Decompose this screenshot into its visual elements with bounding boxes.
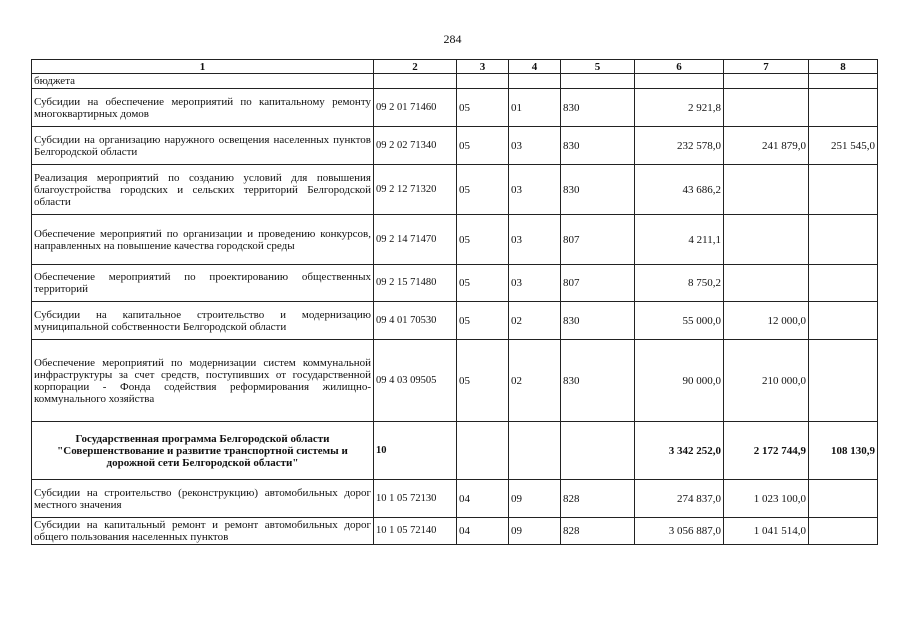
table-row — [32, 165, 878, 215]
row-subsection: 09 — [509, 480, 561, 518]
row-expense-type: 807 — [561, 215, 635, 265]
row-value-col8 — [809, 518, 878, 545]
row-name: Обеспечение мероприятий по проектированию общественных территорий — [32, 265, 374, 302]
row-subsection: 09 — [509, 518, 561, 545]
row-value-col8 — [809, 480, 878, 518]
row-value-col7: 1 041 514,0 — [724, 518, 809, 545]
row-value-col8 — [809, 265, 878, 302]
budget-table — [31, 59, 878, 545]
row-name: Субсидии на организацию наружного освещения населенных пунктов Белгородской области — [32, 127, 374, 165]
row-subsection: 01 — [509, 89, 561, 127]
row-code: 10 1 05 72130 — [374, 480, 457, 518]
program-row — [32, 422, 878, 480]
row-expense-type: 830 — [561, 89, 635, 127]
header-col-1: 1 — [32, 60, 374, 74]
row-expense-type: 807 — [561, 265, 635, 302]
row-expense-type: 830 — [561, 127, 635, 165]
row-value-col6: 2 921,8 — [635, 89, 724, 127]
row-code: 10 — [374, 422, 457, 480]
row-section: 05 — [457, 302, 509, 340]
row-value-col8: 251 545,0 — [809, 127, 878, 165]
row-section — [457, 422, 509, 480]
row-code: 10 1 05 72140 — [374, 518, 457, 545]
table-row — [32, 89, 878, 127]
row-section: 04 — [457, 518, 509, 545]
row-name: Субсидии на капитальный ремонт и ремонт автомобильных дорог общего пользования населенных пунктов — [32, 518, 374, 545]
row-value-col8 — [809, 89, 878, 127]
header-col-8: 8 — [809, 60, 878, 74]
row-expense-type: 828 — [561, 480, 635, 518]
row-expense-type — [561, 422, 635, 480]
row-section: 04 — [457, 480, 509, 518]
row-value-col6: 8 750,2 — [635, 265, 724, 302]
header-col-4: 4 — [509, 60, 561, 74]
row-section: 05 — [457, 265, 509, 302]
row-value-col6: 90 000,0 — [635, 340, 724, 422]
row-value-col8 — [809, 215, 878, 265]
row-value-col7 — [724, 265, 809, 302]
row-value-col6: 3 056 887,0 — [635, 518, 724, 545]
row-value-col7: 2 172 744,9 — [724, 422, 809, 480]
row-value-col7: 241 879,0 — [724, 127, 809, 165]
row-name: Субсидии на капитальное строительство и модернизацию муниципальной собственности Белгородской области — [32, 302, 374, 340]
table-row — [32, 480, 878, 518]
table-header-row — [32, 60, 878, 74]
row-value-col8 — [809, 302, 878, 340]
row-name: Реализация мероприятий по созданию условий для повышения благоустройства городских и сельских территорий Белгородской области — [32, 165, 374, 215]
row-code: 09 4 01 70530 — [374, 302, 457, 340]
row-section: 05 — [457, 165, 509, 215]
header-col-3: 3 — [457, 60, 509, 74]
row-value-col7 — [724, 165, 809, 215]
row-value-col7 — [724, 215, 809, 265]
header-col-5: 5 — [561, 60, 635, 74]
row-section: 05 — [457, 127, 509, 165]
row-code: 09 2 01 71460 — [374, 89, 457, 127]
header-col-6: 6 — [635, 60, 724, 74]
header-col-7: 7 — [724, 60, 809, 74]
row-name: Субсидии на строительство (реконструкцию) автомобильных дорог местного значения — [32, 480, 374, 518]
row-section: 05 — [457, 89, 509, 127]
row-value-col7: 210 000,0 — [724, 340, 809, 422]
row-name: Обеспечение мероприятий по организации и проведению конкурсов, направленных на повышение качества городской среды — [32, 215, 374, 265]
row-subsection: 03 — [509, 215, 561, 265]
row-value-col6: 43 686,2 — [635, 165, 724, 215]
row-section: 05 — [457, 215, 509, 265]
row-name: Субсидии на обеспечение мероприятий по капитальному ремонту многоквартирных домов — [32, 89, 374, 127]
row-value-col8 — [809, 165, 878, 215]
row-value-col8 — [809, 340, 878, 422]
row-value-col6: 232 578,0 — [635, 127, 724, 165]
row-value-col8: 108 130,9 — [809, 422, 878, 480]
row-subsection: 03 — [509, 165, 561, 215]
row-name: Государственная программа Белгородской области "Совершенствование и развитие транспортной системы и дорожной сети Белгородской области" — [32, 422, 374, 480]
row-value-col6: 3 342 252,0 — [635, 422, 724, 480]
row-code: 09 2 12 71320 — [374, 165, 457, 215]
page-number: 284 — [443, 32, 462, 46]
row-name: Обеспечение мероприятий по модернизации систем коммунальной инфраструктуры за счет средств, поступивших от государственной корпорации - Фонда содействия реформирования жилищно-коммунального хозяйства — [32, 340, 374, 422]
row-value-col6: 274 837,0 — [635, 480, 724, 518]
row-subsection: 02 — [509, 340, 561, 422]
row-subsection: 03 — [509, 265, 561, 302]
row-subsection — [509, 422, 561, 480]
table-row — [32, 127, 878, 165]
header-col-2: 2 — [374, 60, 457, 74]
row-code: 09 2 15 71480 — [374, 265, 457, 302]
row-value-col7: 1 023 100,0 — [724, 480, 809, 518]
row-value-col6: 55 000,0 — [635, 302, 724, 340]
row-expense-type: 828 — [561, 518, 635, 545]
row-code: 09 4 03 09505 — [374, 340, 457, 422]
row-code: 09 2 02 71340 — [374, 127, 457, 165]
table-row — [32, 518, 878, 545]
row-subsection: 02 — [509, 302, 561, 340]
table-row — [32, 215, 878, 265]
row-section: 05 — [457, 340, 509, 422]
table-row — [32, 302, 878, 340]
row-value-col7: 12 000,0 — [724, 302, 809, 340]
row-value-col7 — [724, 89, 809, 127]
row-expense-type: 830 — [561, 165, 635, 215]
row-value-col6: 4 211,1 — [635, 215, 724, 265]
row-expense-type: 830 — [561, 340, 635, 422]
table-row — [32, 340, 878, 422]
continuation-text: бюджета — [32, 74, 374, 89]
table-row — [32, 265, 878, 302]
row-expense-type: 830 — [561, 302, 635, 340]
row-subsection: 03 — [509, 127, 561, 165]
continuation-row — [32, 74, 878, 89]
row-code: 09 2 14 71470 — [374, 215, 457, 265]
